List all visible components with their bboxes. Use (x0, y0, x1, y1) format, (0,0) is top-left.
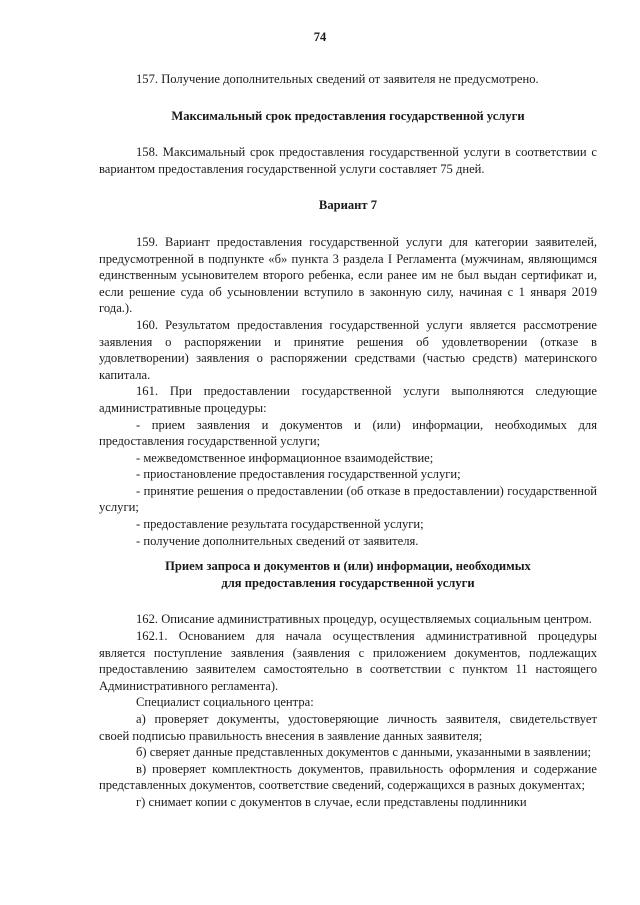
bullet-item: - предоставление результата государственной услуги; (136, 517, 424, 532)
paragraph-item-a: а) проверяет документы, удостоверяющие личность заявителя, свидетельствует своей подписью правильность внесения в заявление данных заявителя; (99, 712, 597, 743)
paragraph-162: 162. Описание административных процедур, осуществляемых социальным центром. (136, 612, 592, 627)
heading-max-term: Максимальный срок предоставления государственной услуги (171, 108, 525, 123)
bullet-item: - принятие решения о предоставлении (об отказе в предоставлении) государственной услуги; (99, 483, 597, 515)
page-content (99, 71, 597, 811)
paragraph-item-v: в) проверяет комплектность документов, правильность оформления и содержание представленных документов, соответствие сведений, содержащихся в разных документах; (99, 761, 597, 793)
bullet-item: - прием заявления и документов и (или) информации, необходимых для предоставления государственной услуги; (99, 417, 597, 449)
bullet-item: - приостановление предоставления государственной услуги; (136, 467, 461, 482)
heading-reception-line-1: Прием запроса и документов и (или) информации, необходимых (165, 559, 531, 574)
page-number: 74 (313, 30, 327, 44)
paragraph-item-b: б) сверяет данные представленных документов с данными, указанными в заявлении; (136, 745, 592, 760)
paragraph-160: 160. Результатом предоставления государственной услуги является рассмотрение заявления о распоряжении и принятие решения об удовлетворении (отказе в удовлетворении) заявления о распоряжении средствами (частью средств) материнского капитала. (99, 317, 597, 382)
paragraph-157: 157. Получение дополнительных сведений от заявителя не предусмотрено. (136, 72, 539, 86)
heading-reception-line-2: для предоставления государственной услуги (221, 575, 475, 590)
paragraph-161: 161. При предоставлении государственной услуги выполняются следующие административные процедуры: (99, 384, 597, 415)
paragraph-162-1: 162.1. Основанием для начала осуществления административной процедуры является поступление заявления (заявления с приложением документов, подлежащих предоставлению заявителем самостоятельно в соответствии с пунктом 11 настоящего Административного регламента). (99, 629, 597, 693)
bullet-item: - межведомственное информационное взаимодействие; (136, 450, 434, 465)
paragraph-158: 158. Максимальный срок предоставления государственной услуги в соответствии с вариантом предоставления государственной услуги составляет 75 дней. (99, 145, 597, 176)
bullet-item: - получение дополнительных сведений от заявителя. (136, 533, 419, 548)
paragraph-item-g: г) снимает копии с документов в случае, если представлены подлинники (136, 794, 527, 809)
paragraph-specialist: Специалист социального центра: (136, 695, 314, 710)
paragraph-159: 159. Вариант предоставления государственной услуги для категории заявителей, предусмотренной в подпункте «б» пункта 3 раздела I Регламента (мужчинам, являющимся единственным усыновителем второго ребенка, если ранее им не был выдан сертификат и, если решение суда об усыновлении вступило в законную силу, начиная с 1 января 2019 года.). (99, 234, 597, 316)
heading-variant-7: Вариант 7 (318, 198, 378, 213)
